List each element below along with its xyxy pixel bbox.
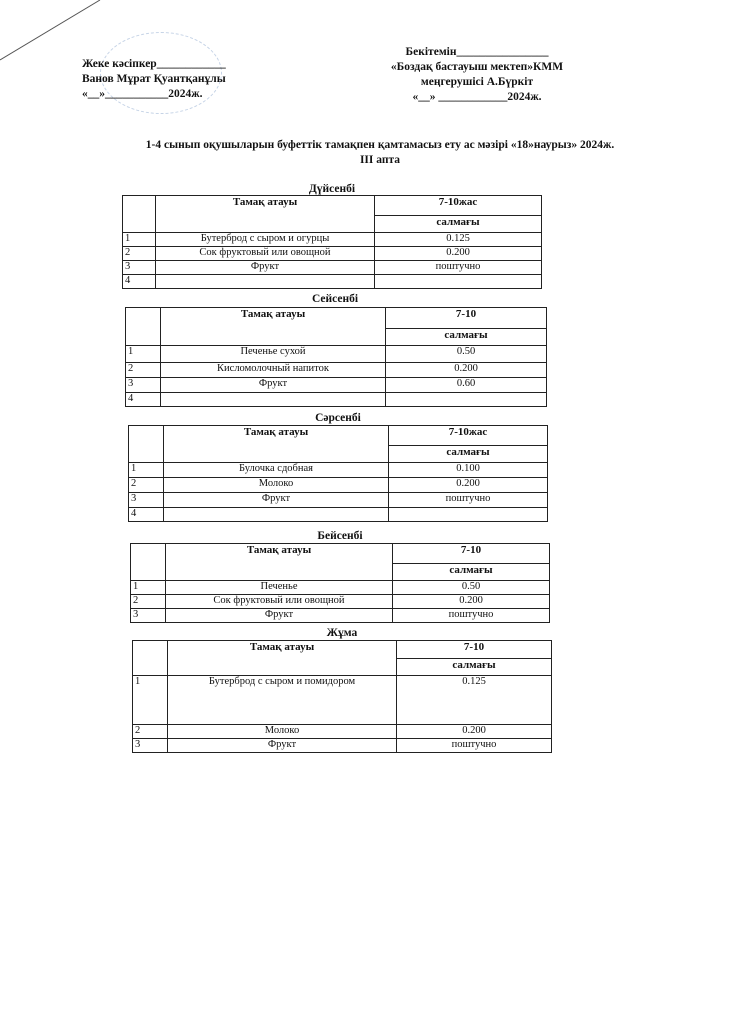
- title-line: 1-4 сынып оқушыларын буфеттік тамақпен қамтамасыз ету ас мәзірі «18»наурыз» 2024ж.: [145, 139, 615, 151]
- table-row: 1 Булочка сдобная 0.100: [129, 463, 548, 478]
- menu-table-monday: [122, 195, 542, 289]
- col-age-header: 7-10: [393, 544, 550, 564]
- menu-table-tuesday: [125, 307, 547, 407]
- entrepreneur-name: Ванов Мұрат Қуантқанұлы: [82, 73, 226, 85]
- menu-table-wednesday: [128, 425, 548, 522]
- table-row: 4: [123, 275, 542, 289]
- school-name: «Боздақ бастауыш мектеп»КММ: [390, 61, 564, 73]
- table-row: 3 Фрукт поштучно: [133, 739, 552, 753]
- col-weight-header: салмағы: [386, 329, 547, 346]
- director-name: меңгерушісі А.Бүркіт: [420, 76, 534, 88]
- document-title: [60, 138, 700, 168]
- table-row: 1 Бутерброд с сыром и помидором 0.125: [133, 676, 552, 725]
- entrepreneur-line: Жеке кәсіпкер____________: [82, 58, 226, 70]
- table-row: 2 Молоко 0.200: [133, 725, 552, 739]
- table-row: 3 Фрукт поштучно: [131, 609, 550, 623]
- table-row: 1 Печенье 0.50: [131, 581, 550, 595]
- table-row: 4: [129, 508, 548, 522]
- approve-date: «__» ____________2024ж.: [412, 91, 542, 103]
- table-row: 2 Сок фруктовый или овощной 0.200: [123, 247, 542, 261]
- table-header-row: [126, 308, 547, 329]
- header-right: [372, 45, 582, 105]
- day-title-thursday: Бейсенбі: [317, 530, 363, 542]
- table-header-row: [123, 196, 542, 216]
- table-row: 2 Сок фруктовый или овощной 0.200: [131, 595, 550, 609]
- week-label: ІІІ апта: [359, 154, 401, 166]
- day-title-tuesday: Сейсенбі: [311, 293, 359, 305]
- table-row: 4: [126, 393, 547, 407]
- table-row: 3 Фрукт 0.60: [126, 378, 547, 393]
- header-left: [82, 57, 226, 102]
- col-weight-header: салмағы: [393, 563, 550, 580]
- table-row: 1 Бутерброд с сыром и огурцы 0.125: [123, 233, 542, 247]
- col-age-header: 7-10: [386, 308, 547, 329]
- col-name-header: Тамақ атауы: [161, 308, 386, 346]
- col-weight-header: салмағы: [375, 215, 542, 232]
- approve-line: Бекітемін________________: [405, 46, 549, 58]
- day-title-wednesday: Сәрсенбі: [315, 412, 361, 424]
- table-row: 2 Молоко 0.200: [129, 478, 548, 493]
- table-row: 3 Фрукт поштучно: [129, 493, 548, 508]
- table-row: 3 Фрукт поштучно: [123, 261, 542, 275]
- table-header-row: [129, 426, 548, 446]
- menu-table-friday: [132, 640, 552, 753]
- col-weight-header: салмағы: [397, 658, 552, 676]
- entrepreneur-date: «__»___________2024ж.: [82, 88, 203, 100]
- col-age-header: 7-10: [397, 641, 552, 659]
- day-title-friday: Жұма: [326, 627, 358, 639]
- col-weight-header: салмағы: [389, 445, 548, 462]
- col-name-header: Тамақ атауы: [156, 196, 375, 233]
- table-row: 2 Кисломолочный напиток 0.200: [126, 363, 547, 378]
- col-age-header: 7-10жас: [375, 196, 542, 216]
- col-age-header: 7-10жас: [389, 426, 548, 446]
- table-header-row: [133, 641, 552, 659]
- table-header-row: [131, 544, 550, 564]
- col-name-header: Тамақ атауы: [166, 544, 393, 581]
- table-row: 1 Печенье сухой 0.50: [126, 346, 547, 363]
- menu-table-thursday: [130, 543, 550, 623]
- col-name-header: Тамақ атауы: [164, 426, 389, 463]
- day-title-monday: Дүйсенбі: [308, 183, 356, 195]
- col-name-header: Тамақ атауы: [168, 641, 397, 676]
